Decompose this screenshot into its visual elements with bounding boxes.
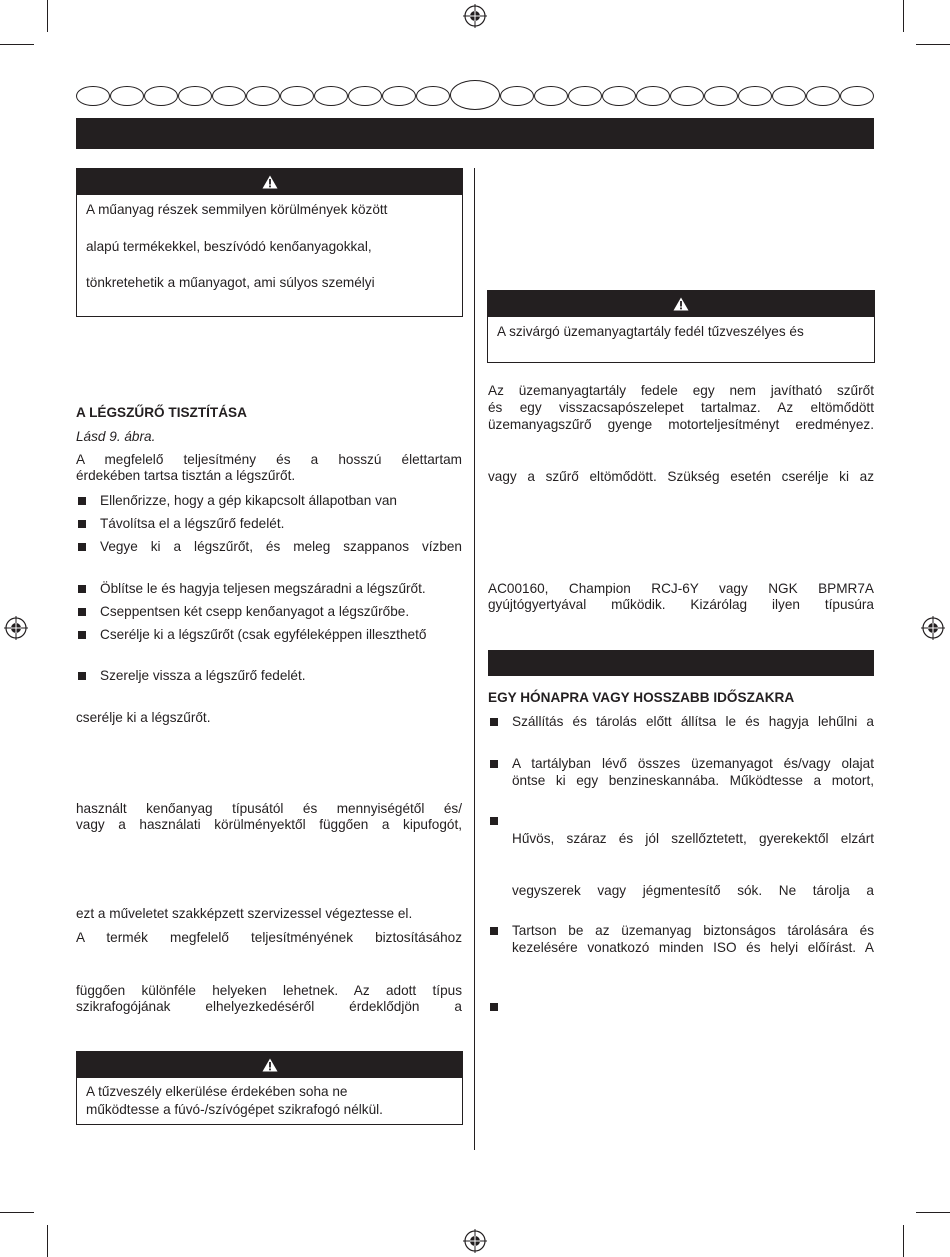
warning-triangle-icon bbox=[673, 297, 689, 311]
paragraph-line: szikrafogójának elhelyezkedéséről érdeklődjön a bbox=[76, 999, 462, 1014]
list-item: kezelésére vonatkozó minden ISO és helyi előírást. A bbox=[512, 940, 874, 955]
list-item: Hűvös, száraz és jól szellőztetett, gyerekektől elzárt bbox=[512, 831, 874, 846]
registration-mark-icon bbox=[921, 616, 945, 640]
paragraph-line: használt kenőanyag típusától és mennyiségétől és/ bbox=[76, 801, 462, 816]
registration-mark-icon bbox=[463, 4, 487, 28]
language-tab bbox=[602, 86, 636, 106]
language-tab bbox=[212, 86, 246, 106]
paragraph-line: AC00160, Champion RCJ-6Y vagy NGK BPMR7A bbox=[488, 581, 874, 596]
warning-box-spark-arrestor bbox=[76, 1051, 463, 1125]
section-heading-storage: EGY HÓNAPRA VAGY HOSSZABB IDŐSZAKRA bbox=[488, 690, 795, 705]
warning-box-fuel-cap bbox=[487, 290, 875, 363]
bullet-icon bbox=[490, 1003, 498, 1011]
list-item: Vegye ki a légszűrőt, és meleg szappanos vízben bbox=[100, 539, 462, 554]
warning-text: működtesse a fúvó-/szívógépet szikrafogó nélkül. bbox=[86, 1102, 383, 1117]
language-tab bbox=[534, 86, 568, 106]
list-item: Szerelje vissza a légszűrő fedelét. bbox=[100, 668, 306, 683]
paragraph-line: gyújtógyertyával működik. Kizárólag ilyen típusúra bbox=[488, 597, 874, 612]
paragraph-line: és egy visszacsapószelepet tartalmaz. Az eltömődött bbox=[488, 400, 874, 415]
language-tab bbox=[348, 86, 382, 106]
language-tab bbox=[416, 86, 450, 106]
bullet-icon bbox=[78, 672, 86, 680]
crop-mark bbox=[0, 1212, 34, 1213]
section-title-bar bbox=[488, 650, 874, 676]
bullet-icon bbox=[78, 585, 86, 593]
registration-mark-icon bbox=[463, 1229, 487, 1253]
language-tab bbox=[840, 86, 874, 106]
list-item: Cserélje ki a légszűrőt (csak egyféleképpen illeszthető bbox=[100, 627, 427, 642]
section-heading-air-filter: A LÉGSZŰRŐ TISZTÍTÁSA bbox=[76, 405, 247, 420]
language-tab bbox=[382, 86, 416, 106]
crop-mark bbox=[916, 1212, 950, 1213]
warning-box-plastic bbox=[76, 168, 463, 317]
paragraph-line: A termék megfelelő teljesítményének biztosításához bbox=[76, 930, 462, 945]
language-tab bbox=[110, 86, 144, 106]
paragraph-line: függően különféle helyeken lehetnek. Az adott típus bbox=[76, 983, 462, 998]
warning-text: A szivárgó üzemanyagtartály fedél tűzveszélyes és bbox=[497, 324, 804, 339]
list-item: Öblítse le és hagyja teljesen megszáradni a légszűrőt. bbox=[100, 581, 426, 596]
warning-header bbox=[77, 1052, 462, 1078]
language-tab bbox=[568, 86, 602, 106]
language-tab bbox=[806, 86, 840, 106]
bullet-icon bbox=[490, 817, 498, 825]
paragraph-line: Az üzemanyagtartály fedele egy nem javítható szűrőt bbox=[488, 383, 874, 398]
paragraph-line: vagy a szűrő eltömődött. Szükség esetén cserélje ki az bbox=[488, 469, 874, 484]
warning-text: alapú termékekkel, beszívódó kenőanyagokkal, bbox=[86, 239, 372, 254]
warning-triangle-icon bbox=[262, 175, 278, 189]
warning-text: A tűzveszély elkerülése érdekében soha ne bbox=[86, 1084, 348, 1099]
language-tab bbox=[704, 86, 738, 106]
bullet-icon bbox=[490, 927, 498, 935]
list-item: öntse ki egy benzineskannába. Működtesse a motort, bbox=[512, 773, 874, 788]
language-tab bbox=[76, 86, 110, 106]
bullet-icon bbox=[78, 608, 86, 616]
language-tab bbox=[144, 86, 178, 106]
warning-text: tönkretehetik a műanyagot, ami súlyos személyi bbox=[86, 275, 375, 290]
paragraph-line: üzemanyagszűrő gyenge motorteljesítményt eredményez. bbox=[488, 417, 874, 432]
registration-mark-icon bbox=[4, 616, 28, 640]
paragraph-line: érdekében tartsa tisztán a légszűrőt. bbox=[76, 468, 296, 483]
list-item: Távolítsa el a légszűrő fedelét. bbox=[100, 516, 285, 531]
bullet-icon bbox=[78, 631, 86, 639]
list-item: Cseppentsen két csepp kenőanyagot a légszűrőbe. bbox=[100, 604, 410, 619]
warning-text: A műanyag részek semmilyen körülmények között bbox=[86, 202, 388, 217]
crop-mark bbox=[903, 0, 904, 32]
language-tab bbox=[280, 86, 314, 106]
bullet-icon bbox=[490, 760, 498, 768]
language-tab bbox=[500, 86, 534, 106]
bullet-icon bbox=[78, 497, 86, 505]
bullet-icon bbox=[78, 543, 86, 551]
language-tab bbox=[178, 86, 212, 106]
language-tab bbox=[772, 86, 806, 106]
paragraph-line: A megfelelő teljesítmény és a hosszú élettartam bbox=[76, 452, 462, 467]
warning-header bbox=[77, 169, 462, 195]
crop-mark bbox=[47, 0, 48, 32]
figure-reference: Lásd 9. ábra. bbox=[76, 429, 156, 444]
list-item: Ellenőrizze, hogy a gép kikapcsolt állapotban van bbox=[100, 493, 397, 508]
list-item: Szállítás és tárolás előtt állítsa le és hagyja lehűlni a bbox=[512, 714, 874, 729]
warning-header bbox=[488, 291, 874, 317]
column-divider bbox=[474, 168, 475, 1150]
paragraph-line: ezt a műveletet szakképzett szervizessel végeztesse el. bbox=[76, 906, 413, 921]
section-title-bar bbox=[76, 118, 874, 149]
bullet-icon bbox=[78, 520, 86, 528]
language-tab bbox=[738, 86, 772, 106]
paragraph-line: vagy a használati körülményektől függően a kipufogót, bbox=[76, 817, 462, 832]
list-item: A tartályban lévő összes üzemanyagot és/vagy olajat bbox=[512, 756, 874, 771]
language-tab bbox=[636, 86, 670, 106]
language-tab bbox=[670, 86, 704, 106]
crop-mark bbox=[916, 44, 950, 45]
language-tab-active bbox=[450, 80, 500, 110]
language-tab bbox=[314, 86, 348, 106]
list-item: Tartson be az üzemanyag biztonságos tárolására és bbox=[512, 923, 874, 938]
crop-mark bbox=[47, 1225, 48, 1257]
warning-triangle-icon bbox=[262, 1058, 278, 1072]
crop-mark bbox=[903, 1225, 904, 1257]
crop-mark bbox=[0, 44, 34, 45]
list-item: vegyszerek vagy jégmentesítő sók. Ne tárolja a bbox=[512, 883, 874, 898]
bullet-icon bbox=[490, 718, 498, 726]
paragraph-line: cserélje ki a légszűrőt. bbox=[76, 710, 211, 725]
language-tab bbox=[246, 86, 280, 106]
